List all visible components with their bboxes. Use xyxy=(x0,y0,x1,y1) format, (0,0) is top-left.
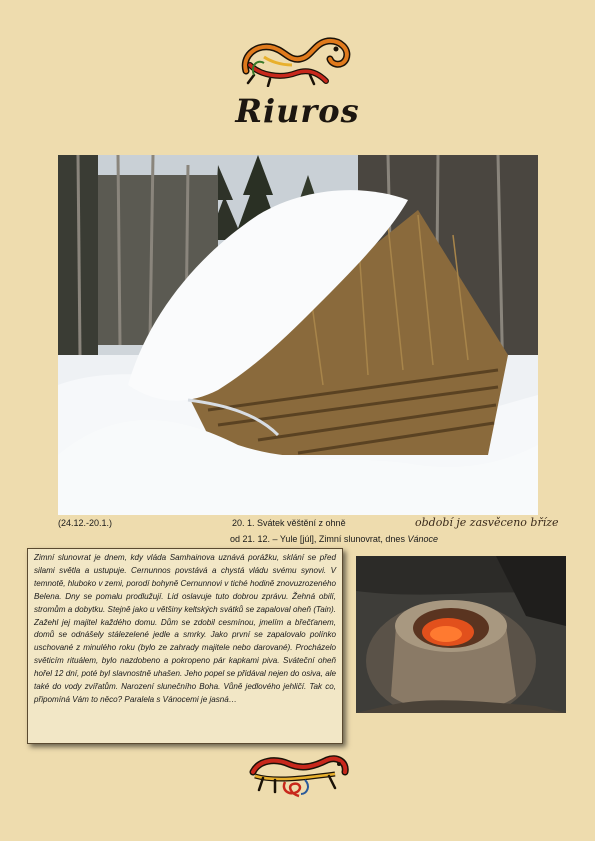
article-text-box xyxy=(27,548,343,744)
tree-caption: období je zasvěceno bříze xyxy=(415,516,559,529)
divination-caption: 20. 1. Svátek věštění z ohně xyxy=(232,518,346,528)
date-range-caption: (24.12.-20.1.) xyxy=(58,518,113,528)
snow-hut-photo xyxy=(58,155,538,515)
clay-oven-photo xyxy=(356,556,566,713)
yule-caption-text: od 21. 12. – Yule [júl], Zimní slunovrat, dnes xyxy=(230,534,408,544)
article-paragraph: Zimní slunovrat je dnem, kdy vláda Samhainova uznává porážku, sklání se před silami světla a ustupuje. Cernunnos povstává a chystá vládu svému synovi. V temnotě, hluboko v zemi, porodí bohyně Cernunnovi v tiché hodině znovuzrozeného Belena. Dny se pomalu prodlužují. Lid oslavuje tuto dobrou zprávu. Žehná obilí, stromům a dobytku. Stejně jako u většiny keltských svátků se zapaloval oheň (Tain). Zažehl jej majitel každého domu. Dům se zdobil cesmínou, jmelím a břečťanem, domů se odnášely stálezelené jedle a smrky. Jako první se zapalovalo polínko uschované z minulého roku (bylo ze zahrady majitele nebo darované). Procházelo světicím rituálem, bylo nazdobeno a pokropeno pár kapkami piva. Sváteční oheň hořel 12 dní, poté byl slavnostně uhašen. Jeho popel se přidával nejen do osiva, ale také do vody zvířatům. Narození slunečního Boha. Vůně jedlového jehličí. Tak co, připomíná Vám to něco? Paralela s Vánocemi je jasná… xyxy=(34,553,336,704)
christmas-word: Vánoce xyxy=(407,534,438,544)
celtic-beast-logo-top xyxy=(240,35,355,87)
yule-caption xyxy=(230,534,438,544)
celtic-beast-logo-bottom xyxy=(245,752,353,798)
page-title: Riuros xyxy=(235,92,360,130)
